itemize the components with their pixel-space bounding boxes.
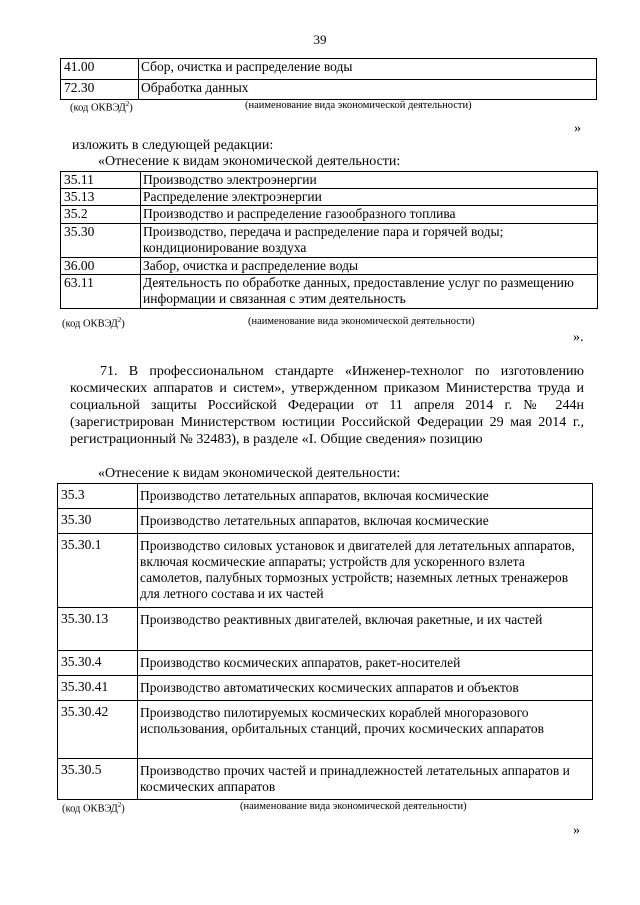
intro-text: изложить в следующей редакции:: [72, 138, 274, 153]
okved-code-note: (код ОКВЭД$^2$): [62, 801, 125, 815]
table-row: [61, 172, 598, 189]
table-row: [58, 651, 593, 676]
okved-code-cell: 35.30.5: [58, 759, 138, 800]
activity-name-cell: Производство пилотируемых космических кораблей многоразового использования, орбитальных станций, прочих космических аппаратов: [138, 701, 593, 759]
paragraph-71: 71. В профессиональном стандарте «Инженер-технолог по изготовлению космических аппаратов и систем», утвержденном приказом Министерства труда и социальной защиты Российской Федерации от 11 апреля 2014 г. № 244н (зарегистрирован Министерством юстиции Российской Федерации 29 мая 2014 г., регистрационный № 32483), в разделе «I. Общие сведения» позицию: [70, 364, 584, 447]
table-row: [58, 701, 593, 759]
activity-name-cell: Производство прочих частей и принадлежностей летательных аппаратов и космических аппаратов: [138, 759, 593, 800]
activity-name-note: (наименование вида экономической деятельности): [240, 801, 467, 812]
okved-code-cell: 35.30.4: [58, 651, 138, 676]
activity-name-cell: Производство автоматических космических аппаратов и объектов: [138, 676, 593, 701]
activity-name-cell: Производство, передача и распределение пара и горячей воды; кондиционирование воздуха: [141, 224, 598, 258]
activity-name-cell: Производство летательных аппаратов, включая космические: [138, 509, 593, 534]
okved-code-cell: 35.30.1: [58, 534, 138, 608]
closing-quote: »: [574, 121, 581, 136]
table-row: [61, 275, 598, 309]
activity-name-note: (наименование вида экономической деятельности): [248, 316, 475, 327]
okved-code-cell: 35.13: [61, 189, 141, 206]
activity-name-cell: Производство реактивных двигателей, включая ракетные, и их частей: [138, 608, 593, 651]
table-row: [58, 509, 593, 534]
closing-quote: »: [573, 823, 580, 838]
activity-name-cell: Сбор, очистка и распределение воды: [139, 59, 597, 80]
quote-heading: «Отнесение к видам экономической деятельности:: [98, 466, 401, 481]
table-row: [58, 534, 593, 608]
okved-code-cell: 72.30: [61, 80, 139, 100]
okved-code-cell: 35.30.41: [58, 676, 138, 701]
okved-code-cell: 35.3: [58, 484, 138, 509]
okved-code-cell: 63.11: [61, 275, 141, 309]
activity-name-cell: Обработка данных: [139, 80, 597, 100]
activity-name-cell: Производство летательных аппаратов, включая космические: [138, 484, 593, 509]
activity-name-cell: Распределение электроэнергии: [141, 189, 598, 206]
okved-code-cell: 35.2: [61, 206, 141, 224]
okved-table-new: [60, 171, 598, 309]
table-row: [61, 224, 598, 258]
table-row: [61, 189, 598, 206]
activity-name-cell: Производство электроэнергии: [141, 172, 598, 189]
activity-name-cell: Производство и распределение газообразного топлива: [141, 206, 598, 224]
activity-name-cell: Забор, очистка и распределение воды: [141, 258, 598, 275]
activity-name-cell: Деятельность по обработке данных, предоставление услуг по размещению информации и связанная с этим деятельность: [141, 275, 598, 309]
table-row: [61, 206, 598, 224]
okved-code-cell: 35.30: [58, 509, 138, 534]
table-row: [61, 258, 598, 275]
okved-code-note: (код ОКВЭД$^2$): [62, 316, 125, 330]
closing-quote: ».: [573, 330, 584, 345]
okved-code-cell: 36.00: [61, 258, 141, 275]
table-row: [61, 80, 597, 100]
page-number: 39: [313, 32, 327, 47]
activity-name-cell: Производство силовых установок и двигателей для летательных аппаратов, включая космические аппараты; устройств для ускоренного взлета самолетов, палубных тормозных устройств; наземных летных тренажеров для летного состава и их частей: [138, 534, 593, 608]
okved-table-old-1: [60, 58, 597, 100]
quote-heading: «Отнесение к видам экономической деятельности:: [98, 154, 401, 169]
table-row: [58, 484, 593, 509]
okved-table-old-2: [57, 483, 593, 800]
okved-code-cell: 35.30.13: [58, 608, 138, 651]
table-row: [58, 759, 593, 800]
okved-code-cell: 35.11: [61, 172, 141, 189]
okved-code-note: (код ОКВЭД$^2$): [70, 100, 133, 114]
okved-code-cell: 41.00: [61, 59, 139, 80]
table-row: [58, 608, 593, 651]
okved-code-cell: 35.30: [61, 224, 141, 258]
table-row: [58, 676, 593, 701]
okved-code-cell: 35.30.42: [58, 701, 138, 759]
activity-name-cell: Производство космических аппаратов, ракет-носителей: [138, 651, 593, 676]
table-row: [61, 59, 597, 80]
activity-name-note: (наименование вида экономической деятельности): [245, 100, 472, 111]
